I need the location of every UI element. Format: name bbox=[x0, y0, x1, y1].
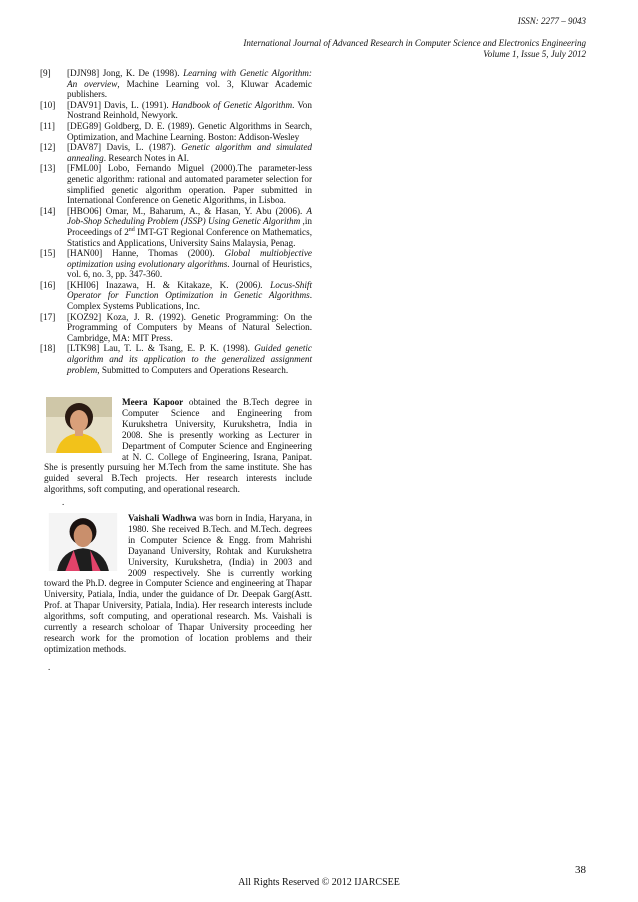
stray-dot: . bbox=[48, 662, 51, 672]
author-name: Vaishali Wadhwa bbox=[128, 513, 197, 523]
reference-text: [DAV87] Davis, L. (1987). Genetic algorithm and simulated annealing. Research Notes in AI. bbox=[67, 142, 312, 163]
reference-text: [LTK98] Lau, T. L. & Tsang, E. P. K. (1998). Guided genetic algorithm and its application to the generalized assignment problem, Submitted to Computers and Operations Research. bbox=[67, 343, 312, 375]
stray-dot: . bbox=[62, 497, 65, 507]
reference-item bbox=[40, 206, 312, 248]
author-photo-meera bbox=[46, 397, 112, 453]
page-number: 38 bbox=[575, 864, 586, 876]
reference-item bbox=[40, 163, 312, 205]
reference-item bbox=[40, 142, 312, 163]
reference-item bbox=[40, 312, 312, 344]
author-bio-text: was born in India, Haryana, in 1980. She received B.Tech. and M.Tech. degrees in Computer Science & Engg. from Mahrishi Dayanand University, Rohtak and Kurukshetra University, Kurukshetra, (India) in 2003 and 2009 respectively. She is currently working toward the Ph.D. degree in Computer Science and engineering at Thapar University, Patiala, India, under the guidance of Dr. Deepak Garg(Astt. Prof. at Thapar University, Patiala, India). Her research interests include algorithms, soft computing, and operational research. Ms. Vaishali is currently a research scholoar of Thapar University proceeding her research work for the promotion of location problems and their optimization methods. bbox=[44, 513, 312, 654]
reference-text: [KOZ92] Koza, J. R. (1992). Genetic Programming: On the Programming of Computers by Means of Natural Selection. Cambridge, MA: MIT Press. bbox=[67, 311, 312, 343]
reference-item bbox=[40, 121, 312, 142]
reference-text: [DJN98] Jong, K. De (1998). Learning with Genetic Algorithm: An overview, Machine Learning vol. 3, Kluwar Academic publishers. bbox=[67, 68, 312, 100]
reference-text: [KHI06] Inazawa, H. & Kitakaze, K. (2006). Locus-Shift Operator for Function Optimization in Genetic Algorithms. Complex Systems Publications, Inc. bbox=[67, 279, 312, 312]
reference-number: [13] bbox=[40, 163, 56, 174]
reference-number: [12] bbox=[40, 142, 56, 153]
reference-number: [11] bbox=[40, 120, 55, 131]
author-name: Meera Kapoor bbox=[122, 397, 184, 407]
reference-list bbox=[40, 68, 312, 375]
reference-number: [9] bbox=[40, 68, 51, 78]
reference-item bbox=[40, 343, 312, 375]
footer-copyright: All Rights Reserved © 2012 IJARCSEE bbox=[238, 877, 400, 888]
reference-item bbox=[40, 248, 312, 280]
reference-number: [10] bbox=[40, 99, 56, 110]
issn-header: ISSN: 2277 – 9043 bbox=[517, 16, 586, 26]
reference-number: [14] bbox=[40, 205, 56, 216]
journal-title: International Journal of Advanced Research in Computer Science and Electronics Engineering bbox=[243, 38, 586, 48]
reference-number: [18] bbox=[40, 343, 56, 354]
reference-item bbox=[40, 100, 312, 121]
reference-number: [17] bbox=[40, 311, 56, 322]
author-bio-text: obtained the B.Tech degree in Computer Science and Engineering from Kurukshetra University, Kurukshetra, India in 2008. She is presently working as Lecturer in Department of Computer Science and Engineering at N. C. College of Engineering, Israna, Panipat. She is presently pursuing her M.Tech from the same institute. She has guided several B.Tech projects. Her research interests include algorithms, soft computing, and operational research. bbox=[44, 397, 312, 495]
reference-item bbox=[40, 280, 312, 312]
volume-issue: Volume 1, Issue 5, July 2012 bbox=[483, 49, 586, 59]
reference-number: [16] bbox=[40, 279, 56, 290]
reference-number: [15] bbox=[40, 248, 56, 259]
reference-text: [HAN00] Hanne, Thomas (2000). Global multiobjective optimization using evolutionary algorithms. Journal of Heuristics, vol. 6, no. 3, pp. 347-360. bbox=[67, 248, 312, 280]
reference-text: [DEG89] Goldberg, D. E. (1989). Genetic Algorithms in Search, Optimization, and Machine Learning. Boston: Addison-Wesley bbox=[67, 120, 312, 142]
reference-item bbox=[40, 68, 312, 100]
reference-text: [FML00] Lobo, Fernando Miguel (2000).The parameter-less genetic algorithm: rational and automated parameter selection for simplified genetic algorithm operation. Paper submitted in International Conference on Genetic Algorithms, in Lisboa. bbox=[67, 163, 312, 206]
author-photo-vaishali bbox=[48, 513, 118, 571]
author-bio-meera-kapoor bbox=[44, 397, 312, 495]
reference-text: [DAV91] Davis, L. (1991). Handbook of Genetic Algorithm. Von Nostrand Reinhold, Newyork. bbox=[67, 99, 312, 121]
reference-text: [HBO06] Omar, M., Baharum, A., & Hasan, Y. Abu (2006). A Job-Shop Scheduling Problem (JSSP) Using Genetic Algorithm ,in Proceedings of 2nd IMT-GT Regional Conference on Mathematics, Statistics and Applications, University Sains Malaysia, Penag. bbox=[67, 205, 312, 248]
author-bio-vaishali-wadhwa bbox=[44, 513, 312, 655]
